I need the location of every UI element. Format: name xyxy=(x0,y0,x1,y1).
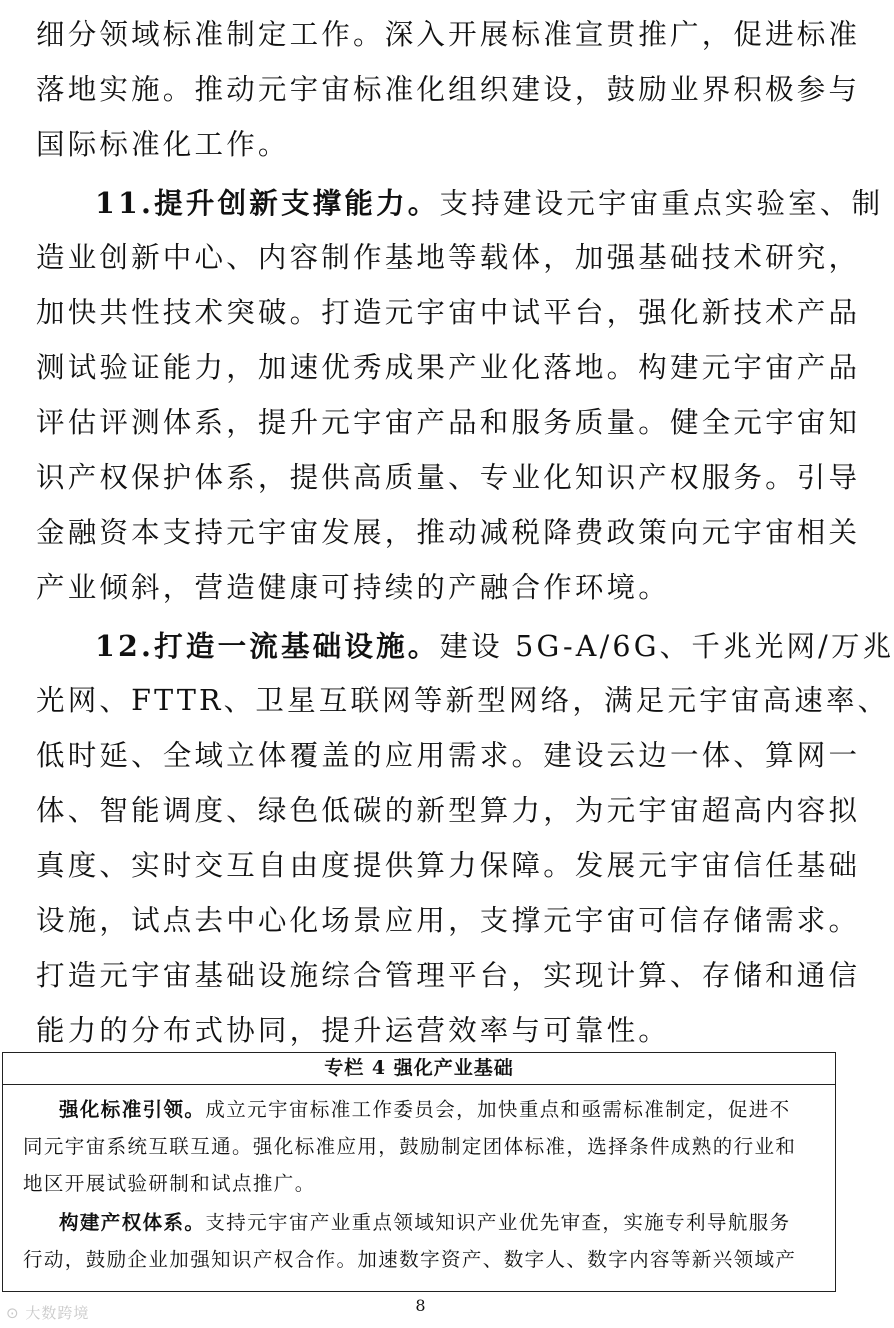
body-line: 设施，试点去中心化场景应用，支撑元宇宙可信存储需求。 xyxy=(36,904,861,937)
body-line: 细分领域标准制定工作。深入开展标准宣贯推广，促进标准 xyxy=(36,18,861,51)
section-12-heading: 12.打造一流基础设施。 xyxy=(95,629,440,663)
box-s2-first-line xyxy=(59,1210,791,1236)
page-number: 8 xyxy=(415,1296,426,1315)
column-box-title: 专栏 4 强化产业基础 xyxy=(3,1053,835,1085)
body-line: 打造元宇宙基础设施综合管理平台，实现计算、存储和通信 xyxy=(36,959,861,992)
box-line: 地区开展试验研制和试点推广。 xyxy=(23,1172,316,1195)
box-s2-text: 支持元宇宙产业重点领域知识产业优先审查，实施专利导航服务 xyxy=(205,1211,791,1234)
body-line: 能力的分布式协同，提升运营效率与可靠性。 xyxy=(36,1014,671,1047)
body-line: 真度、实时交互自由度提供算力保障。发展元宇宙信任基础 xyxy=(36,849,861,882)
watermark-text: 大数跨境 xyxy=(25,1304,90,1322)
weibo-logo-icon: ⊙ xyxy=(6,1304,20,1322)
section-12-text: 建设 5G-A/6G、千兆光网/万兆 xyxy=(439,630,894,663)
body-line: 低时延、全域立体覆盖的应用需求。建设云边一体、算网一 xyxy=(36,739,861,772)
section-12-first-line xyxy=(95,629,894,664)
body-line: 落地实施。推动元宇宙标准化组织建设，鼓励业界积极参与 xyxy=(36,73,861,106)
body-line: 测试验证能力，加速优秀成果产业化落地。构建元宇宙产品 xyxy=(36,351,861,384)
column-box xyxy=(2,1052,836,1292)
box-s1-text: 成立元宇宙标准工作委员会，加快重点和亟需标准制定，促进不 xyxy=(205,1098,791,1121)
section-11-first-line xyxy=(95,186,884,221)
body-line: 金融资本支持元宇宙发展，推动减税降费政策向元宇宙相关 xyxy=(36,516,861,549)
body-line: 国际标准化工作。 xyxy=(36,128,290,161)
body-line: 产业倾斜，营造健康可持续的产融合作环境。 xyxy=(36,571,671,604)
section-11-text: 支持建设元宇宙重点实验室、制 xyxy=(439,187,884,220)
box-line: 同元宇宙系统互联互通。强化标准应用，鼓励制定团体标准，选择条件成熟的行业和 xyxy=(23,1135,797,1158)
box-s1-first-line xyxy=(59,1097,791,1123)
watermark xyxy=(6,1302,89,1323)
body-line: 识产权保护体系，提供高质量、专业化知识产权服务。引导 xyxy=(36,461,861,494)
body-line: 体、智能调度、绿色低碳的新型算力，为元宇宙超高内容拟 xyxy=(36,794,861,827)
body-line: 加快共性技术突破。打造元宇宙中试平台，强化新技术产品 xyxy=(36,296,861,329)
box-s1-heading: 强化标准引领。 xyxy=(59,1098,206,1121)
box-s2-heading: 构建产权体系。 xyxy=(59,1211,206,1234)
body-line: 评估评测体系，提升元宇宙产品和服务质量。健全元宇宙知 xyxy=(36,406,861,439)
body-line: 造业创新中心、内容制作基地等载体，加强基础技术研究， xyxy=(36,241,861,274)
section-11-heading: 11.提升创新支撑能力。 xyxy=(95,186,440,220)
box-line: 行动，鼓励企业加强知识产权合作。加速数字资产、数字人、数字内容等新兴领域产 xyxy=(23,1248,797,1271)
body-line: 光网、FTTR、卫星互联网等新型网络，满足元宇宙高速率、 xyxy=(36,684,890,717)
